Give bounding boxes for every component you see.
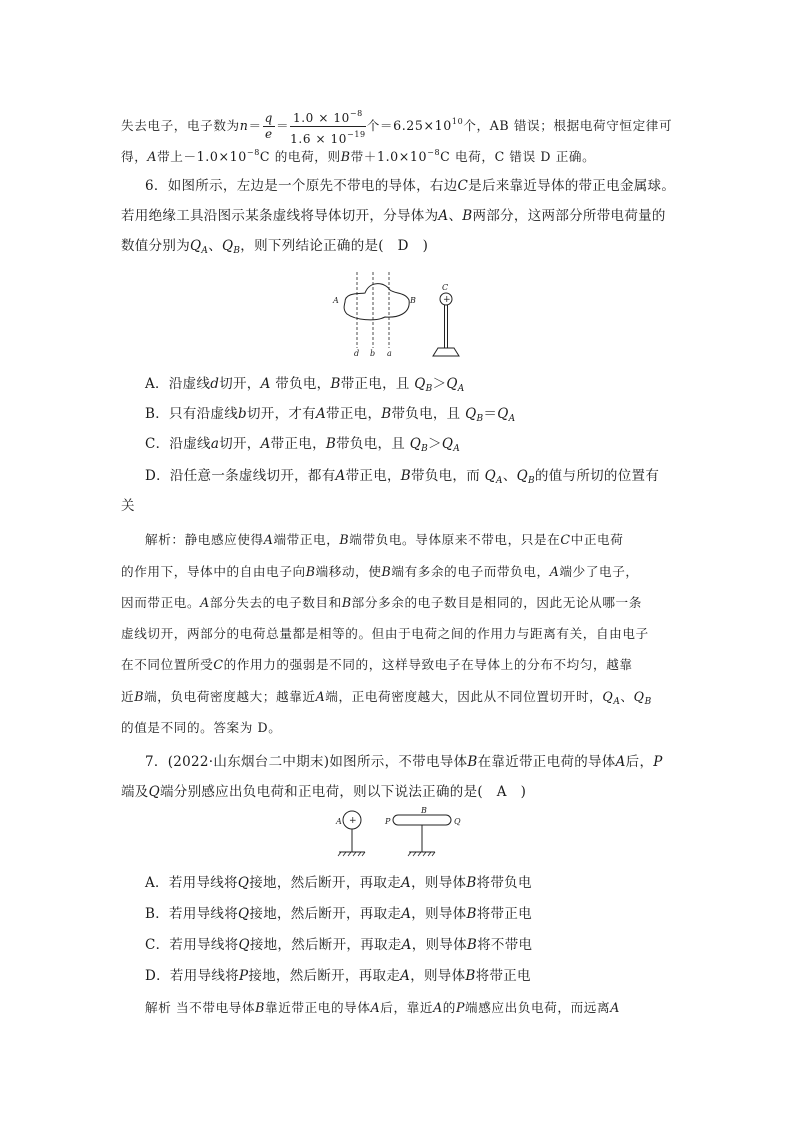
label-A: A [333,296,339,305]
label-d: d [354,349,360,358]
text: 带正电， [270,436,326,452]
text: 个，AB 错误；根据电荷守恒定律可 [463,118,673,133]
variable: B [134,689,145,704]
solution-line [121,562,681,582]
variable: Q [409,436,422,452]
label-a: a [387,349,392,358]
text: D．若用导线将 [145,968,239,984]
text: ，则导体 [410,968,466,984]
variable-n: n [239,118,249,133]
subscript: A [508,414,516,424]
text: 端分别感应出负电荷和正电荷，则以下说法正确的是( A ) [159,784,527,800]
solution-line [121,593,681,613]
variable: Q [441,436,454,452]
text: 部分失去的电子数目和 [209,595,342,610]
text: 虚线切开，两部分的电荷总量都是相等的。但由于电荷之间的作用力与距离有关，自由电子 [121,626,649,641]
variable: A [263,532,274,547]
text: B．若用导线将 [145,906,239,922]
text: 带负电， [270,376,331,392]
text: 的 [442,1000,456,1015]
text: A．沿虚线 [145,376,211,392]
option-c[interactable] [145,935,705,955]
solution-line [121,624,681,644]
text: 、 [502,468,517,484]
text: 中正电荷 [570,532,624,547]
text: 后，靠近 [380,1000,434,1015]
text: 部分多余的电子数目是相同的，因此无论从哪一条 [351,595,642,610]
variable: A [200,595,210,610]
subscript: A [496,476,503,486]
question-7-stem [145,752,705,772]
ground-hatch [408,852,435,856]
text: ，则导体 [411,937,467,953]
question-6-stem [145,176,705,196]
variable: P [653,754,663,770]
variable: B [339,532,350,547]
solution-line [121,655,681,675]
text: 7．(2022·山东烟台二中期末)如图所示，不带电导体 [145,754,468,770]
variable: P [238,968,249,984]
variable: A [260,376,271,392]
text: 在靠近带正电荷的导体 [477,754,616,770]
variable: B [466,937,478,953]
solution-line [145,998,705,1018]
exponent: −8 [427,148,441,157]
variable: B [462,208,473,224]
text: 带负电，且 [391,406,466,422]
label-Q: Q [454,817,461,826]
variable: B [467,754,478,770]
text: 切开， [219,376,261,392]
text: 靠近带正电的导体 [265,1000,371,1015]
text: 的值是不同的。答案为 D。 [121,720,282,735]
text: A．若用导线将 [145,875,238,891]
text: 两部分，这两部分所带电荷量的 [472,208,666,224]
variable: B [340,149,351,164]
text: 端，负电荷密度越大；越靠近 [144,689,316,704]
option-d-continued [121,496,681,516]
text: 解析 当不带电导体 [145,1000,256,1015]
text: 接地，然后断开，再取走 [249,906,402,922]
variable: Q [516,468,528,484]
text: 将带负电 [476,875,532,891]
text: 是后来靠近导体的带正电金属球。 [468,178,676,194]
conductor-body [344,284,409,320]
option-b[interactable] [145,404,705,429]
label-A: A [336,817,342,826]
variable: Q [602,689,614,704]
text: ，则导体 [411,906,467,922]
text: 后， [625,754,654,770]
subscript: A [457,384,465,394]
variable: Q [238,937,250,953]
variable: B [325,436,337,452]
variable: A [615,754,626,770]
variable: C [457,178,469,194]
fraction-numerator: q [264,111,273,125]
text: C 电荷，C 错误 D 正确。 [440,149,596,164]
variable: B [381,406,392,422]
subscript: B [476,414,484,424]
variable: B [305,564,316,579]
label-B: B [410,296,416,305]
text: 带正电， [326,406,382,422]
subscript: B [425,384,433,394]
text: 端少了电子， [559,564,639,579]
option-c[interactable] [145,434,705,459]
option-a[interactable] [145,374,705,399]
text: 接地，然后断开，再取走 [249,937,402,953]
variable: B [400,468,412,484]
label-C: C [442,283,449,292]
option-b[interactable] [145,904,705,924]
text: 个＝6.25×10 [366,118,452,133]
question-6-stem [121,236,681,261]
text: C．沿虚线 [145,436,211,452]
variable: C [560,532,571,547]
text: 因而带正电。 [121,595,201,610]
text: 的作用下，导体中的自由电子向 [121,564,306,579]
variable: A [335,468,346,484]
subscript: A [613,697,621,707]
variable: B [341,595,352,610]
variable: B [381,564,392,579]
induction-figure [333,805,473,861]
text: ＞ [432,376,447,392]
text: ，则下列结论正确的是( D ) [240,238,429,254]
text: ＝ [248,118,262,133]
subscript: B [528,476,535,486]
question-6-stem [121,206,681,226]
variable: A [147,149,158,164]
variable: A [260,436,271,452]
label-B: B [421,806,427,815]
variable: Q [465,406,477,422]
text: 接地，然后断开，再取走 [248,968,401,984]
subscript: B [644,697,652,707]
text: 带负电，而 [411,468,485,484]
text: ＞ [428,436,442,452]
text: 带正电， [345,468,401,484]
text: 端感应出负电荷，而远离 [465,1000,611,1015]
text: 6．如图所示，左边是一个原先不带电的导体，右边 [145,178,458,194]
text: C．若用导线将 [145,937,239,953]
text: 的值与所切的位置有 [534,468,660,484]
variable: A [610,1000,620,1015]
text: 带＋1.0×10 [350,149,428,164]
text: D．沿任意一条虚线切开，都有 [145,468,336,484]
text: ，则导体 [411,875,467,891]
stand-base [433,348,459,356]
text: 1.6 × 10 [290,132,348,146]
option-d[interactable] [145,466,705,491]
variable: A [549,564,560,579]
solution-line [121,718,681,738]
text: 带负电，且 [336,436,410,452]
variable: Q [222,238,234,254]
text: 解析：静电感应使得 [145,532,264,547]
variable: A [370,1000,381,1015]
subscript: A [201,246,209,256]
fraction-numerator [290,106,366,127]
text: 、 [208,238,222,254]
variable: Q [633,689,645,704]
variable: C [213,657,224,672]
variable: A [401,875,412,891]
variable: A [433,1000,443,1015]
subscript: B [421,444,428,454]
variable: Q [190,238,202,254]
option-d[interactable] [145,966,705,986]
variable: b [238,406,247,422]
question-7-stem [121,782,681,802]
label-P: P [385,817,391,826]
fraction-q-over-e [263,111,275,142]
text: 接地，然后断开，再取走 [249,875,402,891]
text: 带上－1.0×10 [157,149,247,164]
variable: A [315,689,326,704]
solution-line [145,530,705,550]
text: 失去电子，电子数为 [121,118,240,133]
text: 切开， [219,436,261,452]
variable: P [455,1000,466,1015]
text: 、 [620,689,634,704]
text: 端移动，使 [315,564,382,579]
conductor-b [393,815,451,825]
variable: A [315,406,327,422]
variable: Q [497,406,509,422]
text: 的作用力的强弱是不同的，这样导致电子在导体上的分布不均匀，越靠 [223,657,633,672]
solution-line [121,143,681,167]
text: 1.0 × 10 [293,111,350,125]
text: 端及 [121,784,149,800]
text: 数值分别为 [121,238,190,254]
text: 将不带电 [477,937,533,953]
text: 将带正电 [475,968,531,984]
plus-sign: + [443,295,451,305]
variable: B [255,1000,266,1015]
exponent: −19 [347,130,366,139]
fraction-charge-over-e [290,106,366,147]
text: 、 [448,208,463,224]
variable: B [330,376,341,392]
exponent: 10 [451,117,464,126]
text: 关 [121,498,135,514]
text: 得， [121,149,148,164]
variable: Q [148,784,160,800]
variable: Q [238,906,250,922]
subscript: A [453,444,460,454]
variable: A [401,906,412,922]
text: 在不同位置所受 [121,657,214,672]
variable: A [401,937,412,953]
ground-hatch [338,852,365,856]
variable: Q [414,376,426,392]
text: 将带正电 [476,906,532,922]
variable: a [210,436,220,452]
variable: d [210,376,220,392]
text: 端有多余的电子而带负电， [391,564,550,579]
text: ＝ [483,406,498,422]
variable: Q [484,468,496,484]
solution-line [121,106,681,147]
text: C 的电荷，则 [259,149,341,164]
text: 带正电，且 [340,376,415,392]
variable: B [466,906,477,922]
text: 近 [121,689,135,704]
solution-line [121,687,681,712]
variable: A [438,208,449,224]
subscript: B [233,246,241,256]
variable: Q [237,875,250,891]
text: ＝ [275,118,290,133]
text: 端，正电荷密度越大，因此从不同位置切开时， [325,689,603,704]
text: 若用绝缘工具沿图示某条虚线将导体切开，分导体为 [121,208,439,224]
variable: A [400,968,411,984]
text: 端带正电， [273,532,340,547]
option-a[interactable] [145,873,705,893]
variable: B [466,875,477,891]
text: 端带负电。导体原来不带电，只是在 [349,532,561,547]
conductor-figure [325,270,475,362]
text: 切开，才有 [246,406,316,422]
variable: Q [446,376,458,392]
exponent: −8 [349,109,363,118]
fraction-denominator: e [264,127,273,141]
label-b: b [370,349,376,358]
plus-sign: + [349,816,357,826]
text: B．只有沿虚线 [145,406,239,422]
variable: B [465,968,476,984]
exponent: −8 [246,148,260,157]
